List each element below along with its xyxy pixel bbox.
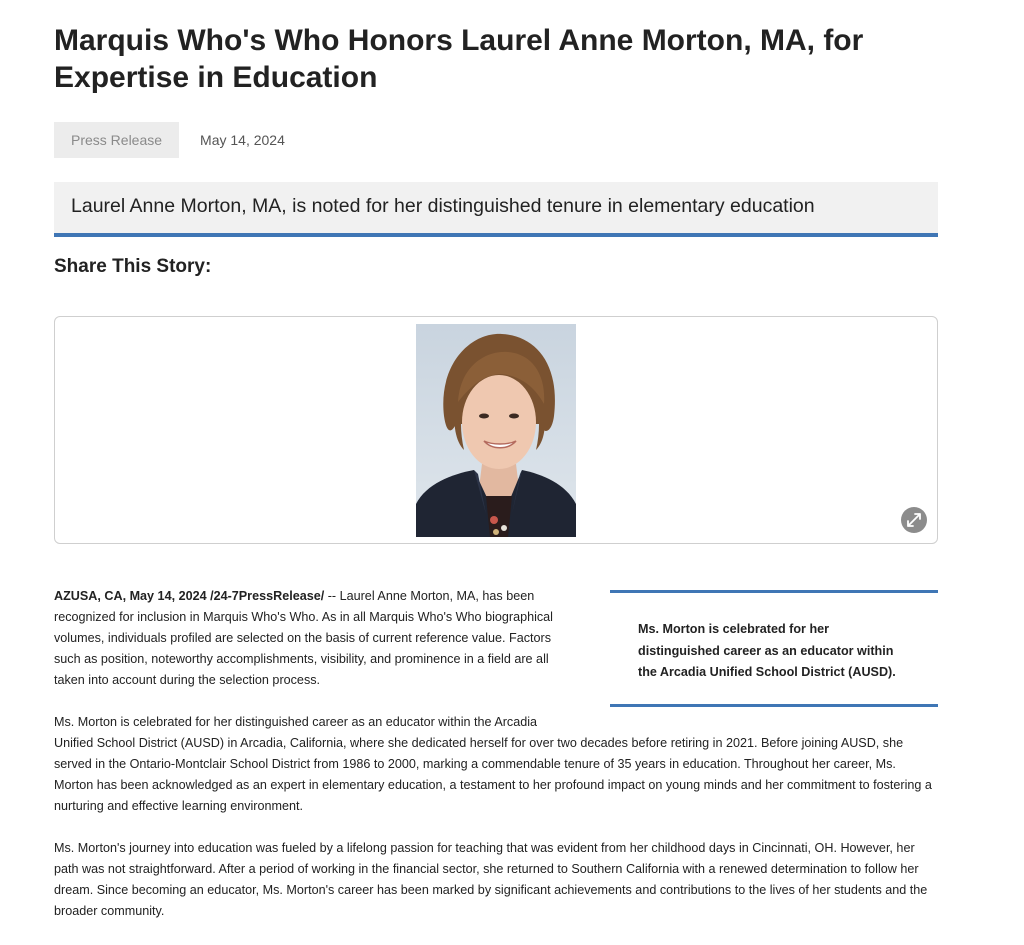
paragraph-2: Ms. Morton is celebrated for her distinguished career as an educator within the Arcadia Unified School District (AUSD) in Arcadia, California, where she dedicated herself for over two decades before retiring in 2021. Before joining AUSD, she served in the Ontario-Montclair School District from 1986 to 2000, marking a commendable tenure of 35 years in education. Throughout her career, Ms. Morton has been acknowledged as an expert in elementary education, a testament to her profound impact on young minds and her commitment to fostering a nurturing and effective learning environment. — [54, 715, 932, 813]
article-subtitle: Laurel Anne Morton, MA, is noted for her distinguished tenure in elementary education — [71, 195, 815, 217]
dateline: AZUSA, CA, May 14, 2024 /24-7PressRelease/ — [54, 589, 325, 603]
portrait-illustration — [416, 324, 576, 537]
share-heading: Share This Story: — [54, 256, 212, 277]
category-badge[interactable]: Press Release — [54, 122, 179, 158]
portrait-photo[interactable] — [416, 324, 576, 537]
paragraph-3: Ms. Morton's journey into education was fueled by a lifelong passion for teaching that was evident from her childhood days in Cincinnati, OH. However, her path was not straightforward. After a period of working in the financial sector, she returned to Southern California with a renewed determination to follow her dream. Since becoming an educator, Ms. Morton's career has been marked by significant achievements and contributions to the lives of her students and the broader community. — [54, 841, 928, 918]
article-body — [54, 586, 938, 943]
article-title: Marquis Who's Who Honors Laurel Anne Morton, MA, for Expertise in Education — [54, 24, 864, 94]
expand-image-button[interactable] — [901, 507, 927, 533]
article-subtitle-box — [54, 182, 938, 237]
photo-container — [54, 316, 938, 544]
article-meta — [54, 122, 285, 158]
paragraph-1-text: -- Laurel Anne Morton, MA, has been recognized for inclusion in Marquis Who's Who. As in all Marquis Who's Who biographical volumes, individuals profiled are selected on the basis of current reference value. Factors such as position, noteworthy accomplishments, visibility, and prominence in a field are all taken into account during the selection process. — [54, 589, 553, 687]
publish-date: May 14, 2024 — [200, 132, 285, 148]
pull-quote-text: Ms. Morton is celebrated for her distinguished career as an educator within the Arcadia Unified School District (AUSD). — [638, 622, 896, 679]
expand-arrows-icon — [907, 513, 921, 527]
pull-quote — [610, 590, 938, 707]
